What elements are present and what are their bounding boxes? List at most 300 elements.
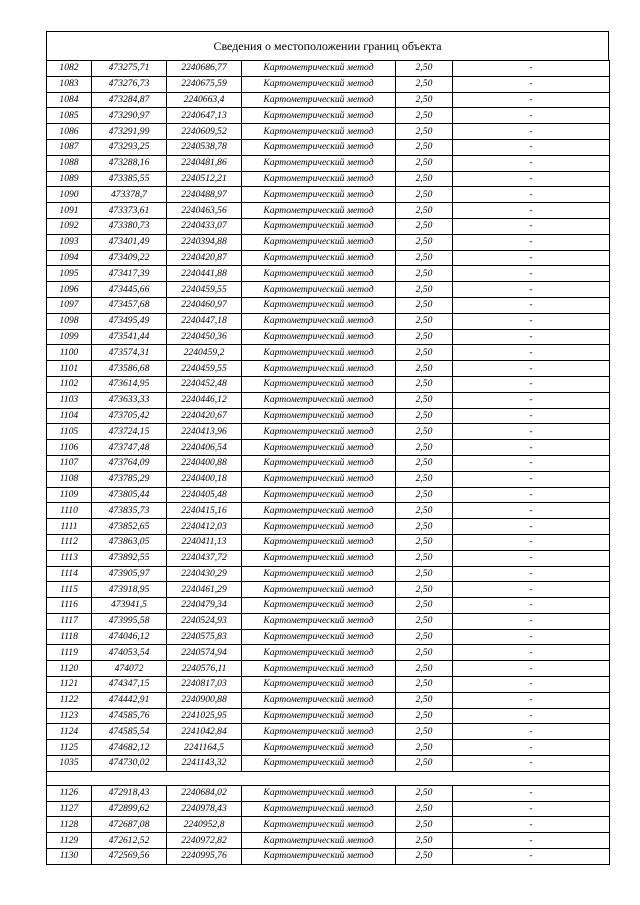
point-number-cell: 1110 (47, 503, 92, 519)
table-row (47, 582, 610, 598)
accuracy-cell: 2,50 (396, 361, 453, 377)
sheet-title: Сведения о местоположении границ объекта (46, 31, 609, 60)
accuracy-cell: 2,50 (396, 376, 453, 392)
y-coordinate-cell: 2241042,84 (167, 724, 242, 740)
y-coordinate-cell: 2240647,13 (167, 108, 242, 124)
y-coordinate-cell: 2240675,59 (167, 76, 242, 92)
table-row (47, 218, 610, 234)
note-cell: - (453, 692, 610, 708)
y-coordinate-cell: 2240459,55 (167, 282, 242, 298)
note-cell: - (453, 361, 610, 377)
y-coordinate-cell: 2240446,12 (167, 392, 242, 408)
y-coordinate-cell: 2240512,21 (167, 171, 242, 187)
x-coordinate-cell: 473705,42 (92, 408, 167, 424)
note-cell: - (453, 661, 610, 677)
note-cell: - (453, 849, 610, 865)
method-cell: Картометрический метод (242, 297, 396, 313)
x-coordinate-cell: 474585,54 (92, 724, 167, 740)
method-cell: Картометрический метод (242, 455, 396, 471)
accuracy-cell: 2,50 (396, 250, 453, 266)
table-row (47, 519, 610, 535)
point-number-cell: 1100 (47, 345, 92, 361)
point-number-cell: 1104 (47, 408, 92, 424)
point-number-cell: 1128 (47, 817, 92, 833)
note-cell: - (453, 724, 610, 740)
x-coordinate-cell: 474585,76 (92, 708, 167, 724)
point-number-cell: 1121 (47, 677, 92, 693)
x-coordinate-cell: 473284,87 (92, 92, 167, 108)
y-coordinate-cell: 2240413,96 (167, 424, 242, 440)
y-coordinate-cell: 2240575,83 (167, 629, 242, 645)
x-coordinate-cell: 474072 (92, 661, 167, 677)
accuracy-cell: 2,50 (396, 645, 453, 661)
note-cell: - (453, 139, 610, 155)
y-coordinate-cell: 2240609,52 (167, 124, 242, 140)
point-number-cell: 1112 (47, 534, 92, 550)
point-number-cell: 1106 (47, 440, 92, 456)
method-cell: Картометрический метод (242, 801, 396, 817)
point-number-cell: 1097 (47, 297, 92, 313)
note-cell: - (453, 756, 610, 772)
table-row (47, 801, 610, 817)
table-row (47, 108, 610, 124)
y-coordinate-cell: 2240524,93 (167, 613, 242, 629)
x-coordinate-cell: 473378,7 (92, 187, 167, 203)
method-cell: Картометрический метод (242, 250, 396, 266)
note-cell: - (453, 92, 610, 108)
x-coordinate-cell: 472569,56 (92, 849, 167, 865)
y-coordinate-cell: 2240576,11 (167, 661, 242, 677)
point-number-cell: 1117 (47, 613, 92, 629)
note-cell: - (453, 503, 610, 519)
note-cell: - (453, 817, 610, 833)
note-cell: - (453, 124, 610, 140)
table-row (47, 392, 610, 408)
accuracy-cell: 2,50 (396, 76, 453, 92)
table-row (47, 724, 610, 740)
y-coordinate-cell: 2240394,88 (167, 234, 242, 250)
y-coordinate-cell: 2240663,4 (167, 92, 242, 108)
accuracy-cell: 2,50 (396, 282, 453, 298)
point-number-cell: 1095 (47, 266, 92, 282)
note-cell: - (453, 740, 610, 756)
table-row (47, 566, 610, 582)
x-coordinate-cell: 473941,5 (92, 598, 167, 614)
x-coordinate-cell: 473288,16 (92, 155, 167, 171)
method-cell: Картометрический метод (242, 566, 396, 582)
accuracy-cell: 2,50 (396, 629, 453, 645)
note-cell: - (453, 329, 610, 345)
y-coordinate-cell: 2240488,97 (167, 187, 242, 203)
x-coordinate-cell: 473385,55 (92, 171, 167, 187)
method-cell: Картометрический метод (242, 582, 396, 598)
accuracy-cell: 2,50 (396, 661, 453, 677)
x-coordinate-cell: 474053,54 (92, 645, 167, 661)
x-coordinate-cell: 473409,22 (92, 250, 167, 266)
method-cell: Картометрический метод (242, 408, 396, 424)
accuracy-cell: 2,50 (396, 833, 453, 849)
accuracy-cell: 2,50 (396, 534, 453, 550)
note-cell: - (453, 392, 610, 408)
method-cell: Картометрический метод (242, 424, 396, 440)
point-number-cell: 1086 (47, 124, 92, 140)
x-coordinate-cell: 473785,29 (92, 471, 167, 487)
x-coordinate-cell: 473764,09 (92, 455, 167, 471)
point-number-cell: 1087 (47, 139, 92, 155)
x-coordinate-cell: 473293,25 (92, 139, 167, 155)
y-coordinate-cell: 2240447,18 (167, 313, 242, 329)
method-cell: Картометрический метод (242, 519, 396, 535)
note-cell: - (453, 833, 610, 849)
accuracy-cell: 2,50 (396, 550, 453, 566)
accuracy-cell: 2,50 (396, 708, 453, 724)
y-coordinate-cell: 2240995,76 (167, 849, 242, 865)
y-coordinate-cell: 2240452,48 (167, 376, 242, 392)
accuracy-cell: 2,50 (396, 424, 453, 440)
method-cell: Картометрический метод (242, 833, 396, 849)
y-coordinate-cell: 2240430,29 (167, 566, 242, 582)
method-cell: Картометрический метод (242, 61, 396, 77)
point-number-cell: 1119 (47, 645, 92, 661)
note-cell: - (453, 629, 610, 645)
note-cell: - (453, 218, 610, 234)
point-number-cell: 1098 (47, 313, 92, 329)
table-row (47, 645, 610, 661)
method-cell: Картометрический метод (242, 234, 396, 250)
point-number-cell: 1107 (47, 455, 92, 471)
x-coordinate-cell: 473852,65 (92, 519, 167, 535)
point-number-cell: 1094 (47, 250, 92, 266)
table-row (47, 61, 610, 77)
method-cell: Картометрический метод (242, 218, 396, 234)
accuracy-cell: 2,50 (396, 329, 453, 345)
y-coordinate-cell: 2240400,88 (167, 455, 242, 471)
y-coordinate-cell: 2241164,5 (167, 740, 242, 756)
accuracy-cell: 2,50 (396, 345, 453, 361)
x-coordinate-cell: 473276,73 (92, 76, 167, 92)
separator-cell (47, 771, 610, 785)
y-coordinate-cell: 2240412,03 (167, 519, 242, 535)
point-number-cell: 1122 (47, 692, 92, 708)
accuracy-cell: 2,50 (396, 155, 453, 171)
point-number-cell: 1093 (47, 234, 92, 250)
y-coordinate-cell: 2240459,55 (167, 361, 242, 377)
table-row (47, 692, 610, 708)
x-coordinate-cell: 473905,97 (92, 566, 167, 582)
note-cell: - (453, 234, 610, 250)
method-cell: Картометрический метод (242, 345, 396, 361)
x-coordinate-cell: 473863,05 (92, 534, 167, 550)
point-number-cell: 1129 (47, 833, 92, 849)
x-coordinate-cell: 473445,66 (92, 282, 167, 298)
table-row (47, 833, 610, 849)
x-coordinate-cell: 473805,44 (92, 487, 167, 503)
note-cell: - (453, 566, 610, 582)
x-coordinate-cell: 472687,08 (92, 817, 167, 833)
table-row (47, 376, 610, 392)
boundary-sheet (46, 31, 609, 865)
accuracy-cell: 2,50 (396, 756, 453, 772)
coordinates-table (46, 60, 610, 865)
note-cell: - (453, 582, 610, 598)
note-cell: - (453, 550, 610, 566)
accuracy-cell: 2,50 (396, 234, 453, 250)
table-row (47, 171, 610, 187)
accuracy-cell: 2,50 (396, 408, 453, 424)
method-cell: Картометрический метод (242, 645, 396, 661)
y-coordinate-cell: 2240463,56 (167, 203, 242, 219)
point-number-cell: 1114 (47, 566, 92, 582)
accuracy-cell: 2,50 (396, 566, 453, 582)
method-cell: Картометрический метод (242, 550, 396, 566)
y-coordinate-cell: 2240900,88 (167, 692, 242, 708)
note-cell: - (453, 455, 610, 471)
table-row (47, 124, 610, 140)
table-row (47, 424, 610, 440)
x-coordinate-cell: 473401,49 (92, 234, 167, 250)
method-cell: Картометрический метод (242, 155, 396, 171)
accuracy-cell: 2,50 (396, 218, 453, 234)
accuracy-cell: 2,50 (396, 61, 453, 77)
point-number-cell: 1099 (47, 329, 92, 345)
point-number-cell: 1091 (47, 203, 92, 219)
y-coordinate-cell: 2240400,18 (167, 471, 242, 487)
table-row (47, 187, 610, 203)
y-coordinate-cell: 2240420,87 (167, 250, 242, 266)
table-row (47, 440, 610, 456)
table-row (47, 266, 610, 282)
accuracy-cell: 2,50 (396, 124, 453, 140)
x-coordinate-cell: 473633,33 (92, 392, 167, 408)
note-cell: - (453, 203, 610, 219)
table-row (47, 534, 610, 550)
x-coordinate-cell: 473614,95 (92, 376, 167, 392)
point-number-cell: 1118 (47, 629, 92, 645)
note-cell: - (453, 801, 610, 817)
point-number-cell: 1126 (47, 785, 92, 801)
note-cell: - (453, 345, 610, 361)
table-row (47, 234, 610, 250)
table-row (47, 740, 610, 756)
y-coordinate-cell: 2240411,13 (167, 534, 242, 550)
x-coordinate-cell: 473495,49 (92, 313, 167, 329)
table-row (47, 756, 610, 772)
table-row (47, 361, 610, 377)
x-coordinate-cell: 474730,02 (92, 756, 167, 772)
table-row (47, 250, 610, 266)
table-row (47, 92, 610, 108)
point-number-cell: 1109 (47, 487, 92, 503)
method-cell: Картометрический метод (242, 266, 396, 282)
table-row (47, 345, 610, 361)
point-number-cell: 1088 (47, 155, 92, 171)
point-number-cell: 1035 (47, 756, 92, 772)
method-cell: Картометрический метод (242, 108, 396, 124)
y-coordinate-cell: 2241025,95 (167, 708, 242, 724)
accuracy-cell: 2,50 (396, 503, 453, 519)
method-cell: Картометрический метод (242, 817, 396, 833)
x-coordinate-cell: 473541,44 (92, 329, 167, 345)
accuracy-cell: 2,50 (396, 297, 453, 313)
point-number-cell: 1116 (47, 598, 92, 614)
x-coordinate-cell: 473995,58 (92, 613, 167, 629)
point-number-cell: 1113 (47, 550, 92, 566)
point-number-cell: 1130 (47, 849, 92, 865)
note-cell: - (453, 708, 610, 724)
method-cell: Картометрический метод (242, 756, 396, 772)
x-coordinate-cell: 473373,61 (92, 203, 167, 219)
accuracy-cell: 2,50 (396, 613, 453, 629)
section-separator-row (47, 771, 610, 785)
table-row (47, 613, 610, 629)
table-row (47, 503, 610, 519)
y-coordinate-cell: 2240405,48 (167, 487, 242, 503)
point-number-cell: 1124 (47, 724, 92, 740)
method-cell: Картометрический метод (242, 661, 396, 677)
note-cell: - (453, 487, 610, 503)
table-row (47, 849, 610, 865)
table-row (47, 785, 610, 801)
point-number-cell: 1105 (47, 424, 92, 440)
method-cell: Картометрический метод (242, 613, 396, 629)
note-cell: - (453, 313, 610, 329)
point-number-cell: 1089 (47, 171, 92, 187)
method-cell: Картометрический метод (242, 139, 396, 155)
method-cell: Картометрический метод (242, 124, 396, 140)
method-cell: Картометрический метод (242, 282, 396, 298)
method-cell: Картометрический метод (242, 471, 396, 487)
accuracy-cell: 2,50 (396, 785, 453, 801)
point-number-cell: 1083 (47, 76, 92, 92)
note-cell: - (453, 408, 610, 424)
table-row (47, 329, 610, 345)
accuracy-cell: 2,50 (396, 471, 453, 487)
y-coordinate-cell: 2240441,88 (167, 266, 242, 282)
table-row (47, 487, 610, 503)
y-coordinate-cell: 2240574,94 (167, 645, 242, 661)
y-coordinate-cell: 2240538,78 (167, 139, 242, 155)
point-number-cell: 1108 (47, 471, 92, 487)
accuracy-cell: 2,50 (396, 740, 453, 756)
method-cell: Картометрический метод (242, 629, 396, 645)
accuracy-cell: 2,50 (396, 519, 453, 535)
method-cell: Картометрический метод (242, 785, 396, 801)
accuracy-cell: 2,50 (396, 677, 453, 693)
y-coordinate-cell: 2240479,34 (167, 598, 242, 614)
note-cell: - (453, 645, 610, 661)
y-coordinate-cell: 2240437,72 (167, 550, 242, 566)
accuracy-cell: 2,50 (396, 266, 453, 282)
note-cell: - (453, 76, 610, 92)
y-coordinate-cell: 2240972,82 (167, 833, 242, 849)
note-cell: - (453, 61, 610, 77)
table-row (47, 297, 610, 313)
y-coordinate-cell: 2240420,67 (167, 408, 242, 424)
table-row (47, 313, 610, 329)
table-row (47, 455, 610, 471)
note-cell: - (453, 471, 610, 487)
x-coordinate-cell: 473586,68 (92, 361, 167, 377)
x-coordinate-cell: 474442,91 (92, 692, 167, 708)
accuracy-cell: 2,50 (396, 849, 453, 865)
table-row (47, 708, 610, 724)
x-coordinate-cell: 473724,15 (92, 424, 167, 440)
x-coordinate-cell: 473457,68 (92, 297, 167, 313)
y-coordinate-cell: 2241143,32 (167, 756, 242, 772)
method-cell: Картометрический метод (242, 329, 396, 345)
method-cell: Картометрический метод (242, 740, 396, 756)
point-number-cell: 1103 (47, 392, 92, 408)
y-coordinate-cell: 2240461,29 (167, 582, 242, 598)
accuracy-cell: 2,50 (396, 440, 453, 456)
accuracy-cell: 2,50 (396, 692, 453, 708)
note-cell: - (453, 613, 610, 629)
y-coordinate-cell: 2240978,43 (167, 801, 242, 817)
x-coordinate-cell: 474682,12 (92, 740, 167, 756)
point-number-cell: 1082 (47, 61, 92, 77)
y-coordinate-cell: 2240450,36 (167, 329, 242, 345)
method-cell: Картометрический метод (242, 361, 396, 377)
point-number-cell: 1096 (47, 282, 92, 298)
note-cell: - (453, 424, 610, 440)
note-cell: - (453, 250, 610, 266)
method-cell: Картометрический метод (242, 392, 396, 408)
table-row (47, 629, 610, 645)
table-row (47, 76, 610, 92)
point-number-cell: 1085 (47, 108, 92, 124)
point-number-cell: 1092 (47, 218, 92, 234)
x-coordinate-cell: 474347,15 (92, 677, 167, 693)
x-coordinate-cell: 472899,62 (92, 801, 167, 817)
x-coordinate-cell: 473918,95 (92, 582, 167, 598)
accuracy-cell: 2,50 (396, 139, 453, 155)
x-coordinate-cell: 472918,43 (92, 785, 167, 801)
y-coordinate-cell: 2240433,07 (167, 218, 242, 234)
point-number-cell: 1111 (47, 519, 92, 535)
x-coordinate-cell: 473290,97 (92, 108, 167, 124)
note-cell: - (453, 519, 610, 535)
note-cell: - (453, 440, 610, 456)
note-cell: - (453, 677, 610, 693)
table-row (47, 282, 610, 298)
method-cell: Картометрический метод (242, 708, 396, 724)
accuracy-cell: 2,50 (396, 598, 453, 614)
y-coordinate-cell: 2240406,54 (167, 440, 242, 456)
accuracy-cell: 2,50 (396, 455, 453, 471)
note-cell: - (453, 785, 610, 801)
note-cell: - (453, 534, 610, 550)
method-cell: Картометрический метод (242, 849, 396, 865)
method-cell: Картометрический метод (242, 313, 396, 329)
note-cell: - (453, 282, 610, 298)
point-number-cell: 1115 (47, 582, 92, 598)
method-cell: Картометрический метод (242, 187, 396, 203)
note-cell: - (453, 376, 610, 392)
note-cell: - (453, 155, 610, 171)
point-number-cell: 1084 (47, 92, 92, 108)
table-row (47, 817, 610, 833)
accuracy-cell: 2,50 (396, 392, 453, 408)
table-row (47, 408, 610, 424)
x-coordinate-cell: 473380,73 (92, 218, 167, 234)
accuracy-cell: 2,50 (396, 724, 453, 740)
point-number-cell: 1090 (47, 187, 92, 203)
coordinates-table-body (47, 61, 610, 865)
point-number-cell: 1120 (47, 661, 92, 677)
y-coordinate-cell: 2240686,77 (167, 61, 242, 77)
method-cell: Картометрический метод (242, 692, 396, 708)
note-cell: - (453, 266, 610, 282)
